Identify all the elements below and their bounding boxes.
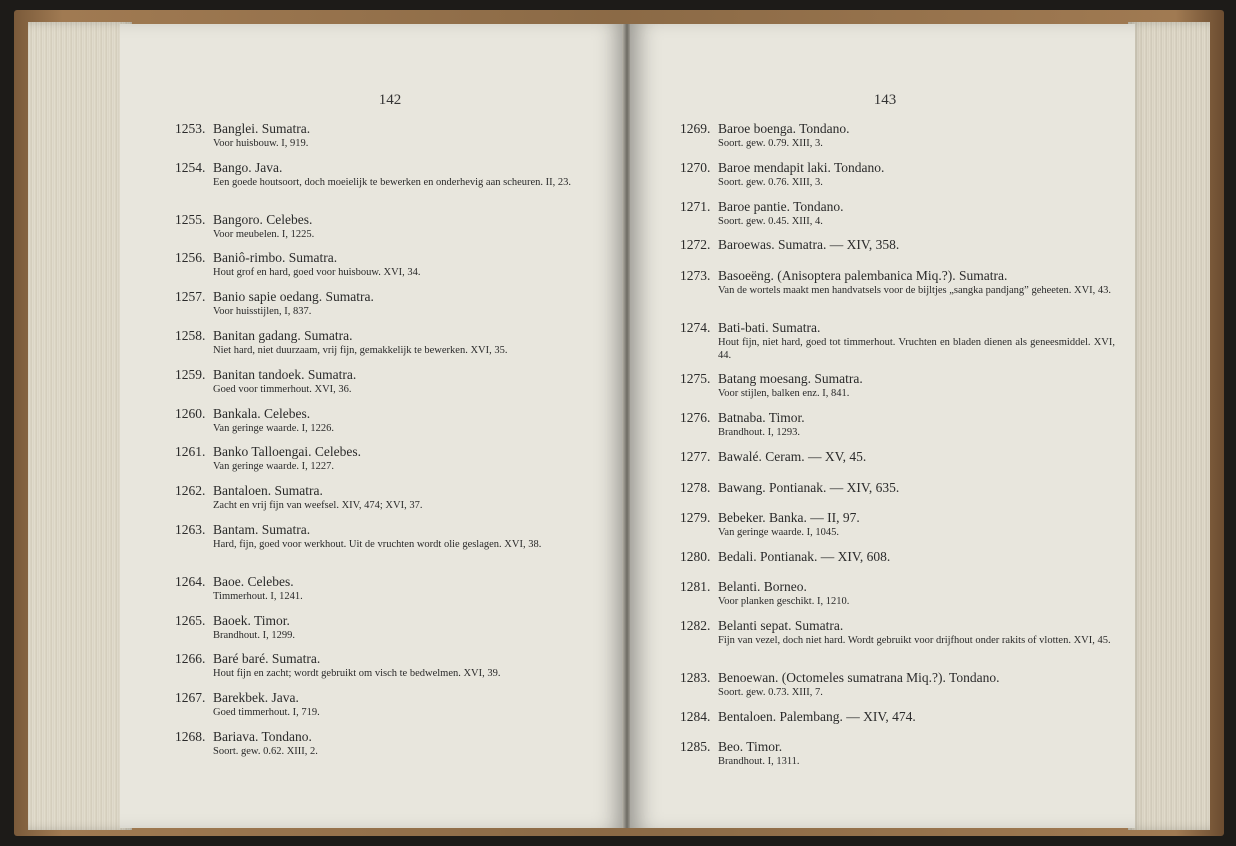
entry-number: 1263. [175,521,206,537]
entry-heading: Benoewan. (Octomeles sumatrana Miq.?). Tondano. [718,669,1000,685]
entry-description: Soort. gew. 0.76. XIII, 3. [718,176,823,188]
entry-heading: Bedali. Pontianak. — XIV, 608. [718,548,891,564]
entry [175,728,605,767]
entry-number: 1274. [680,319,711,335]
entry [175,159,605,211]
entry-number: 1264. [175,573,206,589]
entry-description: Brandhout. I, 1293. [718,427,800,439]
entry [175,521,605,573]
entry-heading: Baré baré. Sumatra. [213,651,321,667]
entry-number: 1278. [680,479,711,495]
left-page [120,24,625,828]
entry [680,479,1115,510]
entry-heading: Bentaloen. Palembang. — XIV, 474. [718,708,916,724]
entry-description: Van geringe waarde. I, 1227. [213,461,334,473]
entry-description: Hard, fijn, goed voor werkhout. Uit de vruchten wordt olie geslagen. XVI, 38. [213,538,542,550]
entry-heading: Basoeëng. (Anisoptera palembanica Miq.?). Sumatra. [718,267,1008,283]
entry-description: Voor huisbouw. I, 919. [213,138,309,149]
entry [680,617,1115,669]
entry-number: 1282. [680,618,711,634]
entry-number: 1272. [680,237,711,253]
entry-heading: Baroe pantie. Tondano. [718,198,844,214]
page-number: 143 [873,92,897,108]
entry-description: Hout fijn en zacht; wordt gebruikt om visch te bedwelmen. XVI, 39. [213,668,501,680]
entry-description: Goed voor timmerhout. XVI, 36. [213,383,352,395]
entry-heading: Baniô-rimbo. Sumatra. [213,250,338,266]
entry-number: 1276. [680,410,711,426]
entry-heading: Batnaba. Timor. [718,410,805,426]
entry-description: Voor stijlen, balken enz. I, 841. [718,388,850,400]
page-number: 142 [378,92,402,108]
entry-description: Voor planken geschikt. I, 1210. [718,596,850,608]
entry-number: 1262. [175,483,206,499]
entry [680,120,1115,159]
entry-number: 1265. [175,612,206,628]
entry [175,612,605,651]
entry-description: Voor huisstijlen, I, 837. [213,306,312,318]
entry-heading: Bawalé. Ceram. — XV, 45. [718,449,867,465]
entry-number: 1259. [175,366,206,382]
entry-description: Zacht en vrij fijn van weefsel. XIV, 474; XVI, 37. [213,500,423,512]
entry-number: 1255. [175,211,206,227]
entry-description: Soort. gew. 0.62. XIII, 2. [213,745,318,757]
right-page [630,24,1135,828]
entry-description: Goed timmerhout. I, 719. [213,707,320,719]
entry-number: 1284. [680,708,711,724]
entry-description: Brandhout. I, 1311. [718,756,800,768]
entry-number: 1279. [680,510,711,526]
entry-heading: Batang moesang. Sumatra. [718,371,863,387]
entry-number: 1275. [680,371,711,387]
entry [680,669,1115,708]
entry [680,738,1115,777]
entry-heading: Bawang. Pontianak. — XIV, 635. [718,479,900,495]
entry-heading: Banglei. Sumatra. [213,121,311,136]
entry [175,443,605,482]
entry-description: Van geringe waarde. I, 1045. [718,527,839,539]
entry [175,120,605,159]
entry-number: 1281. [680,579,711,595]
entry-number: 1268. [175,728,206,744]
entry-number: 1269. [680,121,711,136]
entry-description: Een goede houtsoort, doch moeielijk te bewerken en onderhevig aan scheuren. II, 23. [213,176,572,188]
entry-heading: Bankala. Celebes. [213,405,311,421]
entry-heading: Baroewas. Sumatra. — XIV, 358. [718,237,900,253]
entry-description: Voor meubelen. I, 1225. [213,228,315,240]
entry-heading: Baroe boenga. Tondano. [718,121,850,136]
entry-number: 1285. [680,739,711,755]
entry [175,327,605,366]
entry-heading: Bango. Java. [213,159,283,175]
entry [680,267,1115,319]
entry [680,198,1115,237]
entry-description: Hout grof en hard, goed voor huisbouw. XVI, 34. [213,267,421,279]
entry-heading: Belanti sepat. Sumatra. [718,618,844,634]
entry-number: 1254. [175,159,206,175]
entry-heading: Banitan tandoek. Sumatra. [213,366,357,382]
entry-number: 1266. [175,651,206,667]
entry-number: 1271. [680,198,711,214]
entry-description: Hout fijn, niet hard, goed tot timmerhout. Vruchten en bladen dienen als geneesmiddel. XVI, 44. [718,336,1115,361]
entry-heading: Baroe mendapit laki. Tondano. [718,159,885,175]
entry-description: Soort. gew. 0.45. XIII, 4. [718,215,823,227]
entry-number: 1253. [175,121,206,136]
entry-description: Van de wortels maakt men handvatsels voor de bijltjes „sangka pandjang” geheeten. XVI, 43. [718,284,1112,296]
entry-heading: Bantam. Sumatra. [213,521,311,537]
entry-heading: Bariava. Tondano. [213,728,312,744]
entry-number: 1273. [680,267,711,283]
entry [680,409,1115,448]
entry-description: Niet hard, niet duurzaam, vrij fijn, gemakkelijk te bewerken. XVI, 35. [213,344,508,356]
entry-description: Fijn van vezel, doch niet hard. Wordt gebruikt voor drijfhout onder rakits of vlotten. XVI, 45. [718,635,1111,647]
entry-number: 1261. [175,444,206,460]
entry-heading: Bantaloen. Sumatra. [213,483,323,499]
entry-heading: Banio sapie oedang. Sumatra. [213,289,374,305]
entry [680,708,1115,739]
entry-heading: Belanti. Borneo. [718,579,807,595]
entry-list [680,120,1115,777]
entry-heading: Banko Talloengai. Celebes. [213,444,362,460]
entry [680,159,1115,198]
entry-heading: Bangoro. Celebes. [213,211,313,227]
entry [680,509,1115,548]
entry-number: 1277. [680,449,711,465]
entry-number: 1283. [680,669,711,685]
entry [175,249,605,288]
entry-description: Soort. gew. 0.73. XIII, 7. [718,686,823,698]
entry-heading: Barekbek. Java. [213,690,299,706]
entry-heading: Bebeker. Banka. — II, 97. [718,510,860,526]
page-edges-right [1128,22,1210,830]
entry [175,211,605,250]
entry [680,578,1115,617]
page-edges-left [28,22,132,830]
entry [680,448,1115,479]
entry-description: Brandhout. I, 1299. [213,629,295,641]
entry-number: 1270. [680,159,711,175]
entry-heading: Bati-bati. Sumatra. [718,319,821,335]
entry-heading: Baoek. Timor. [213,612,290,628]
entry-list [175,120,605,767]
entry-number: 1267. [175,690,206,706]
entry [680,319,1115,371]
entry [175,288,605,327]
entry [175,650,605,689]
entry [175,482,605,521]
entry-description: Van geringe waarde. I, 1226. [213,422,334,434]
entry-number: 1260. [175,405,206,421]
entry [680,236,1115,267]
entry-number: 1258. [175,327,206,343]
entry-heading: Banitan gadang. Sumatra. [213,327,353,343]
entry-description: Timmerhout. I, 1241. [213,590,303,602]
entry-heading: Baoe. Celebes. [213,573,294,589]
entry [680,548,1115,579]
entry [175,573,605,612]
entry-number: 1280. [680,548,711,564]
entry-description: Soort. gew. 0.79. XIII, 3. [718,138,823,149]
entry-number: 1257. [175,289,206,305]
entry [175,405,605,444]
entry [175,689,605,728]
entry-heading: Beo. Timor. [718,739,783,755]
entry [175,366,605,405]
entry-number: 1256. [175,250,206,266]
entry [680,370,1115,409]
